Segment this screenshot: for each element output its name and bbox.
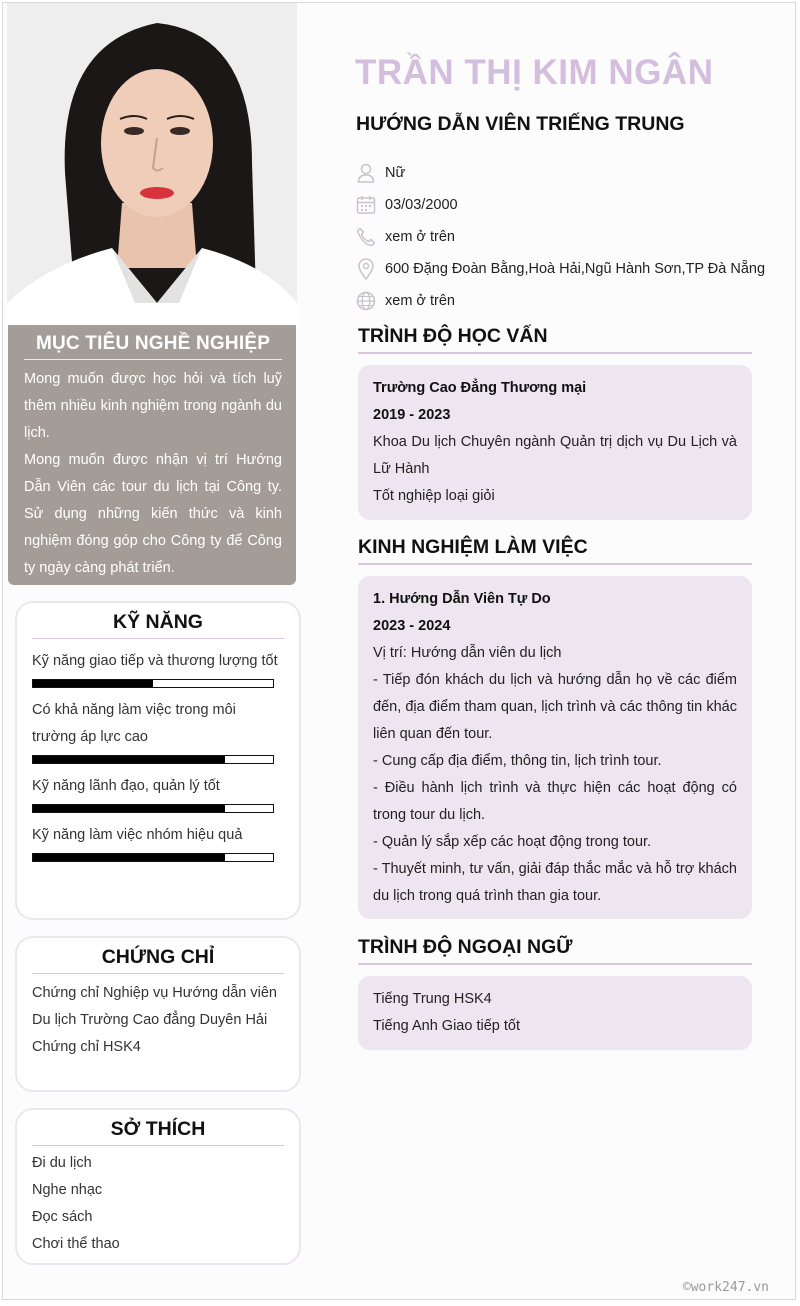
skill-name: Có khả năng làm việc trong môi trường áp lực cao — [32, 702, 236, 745]
birthdate-value: 03/03/2000 — [385, 197, 458, 213]
skill-level-bar — [32, 853, 274, 862]
skill-name: Kỹ năng lãnh đạo, quản lý tốt — [32, 778, 220, 794]
skill-level-bar — [32, 804, 274, 813]
hobby-item: Nghe nhạc — [32, 1182, 103, 1198]
education-line: Tốt nghiệp loại giỏi — [373, 488, 495, 504]
watermark: ©work247.vn — [682, 1280, 769, 1295]
skill-level-fill — [33, 805, 225, 812]
certificates-card — [15, 936, 301, 1092]
job-title: HƯỚNG DẪN VIÊN TRIẾNG TRUNG — [356, 113, 685, 135]
skills-title: KỸ NĂNG — [32, 611, 284, 639]
skill-level-bar — [32, 679, 274, 688]
certificate-line: Chứng chỉ Nghiệp vụ Hướng dẫn viên — [32, 985, 277, 1001]
skill-item — [32, 773, 284, 813]
career-objective-panel — [8, 325, 296, 585]
contact-gender — [355, 157, 765, 189]
skill-level-fill — [33, 854, 225, 861]
globe-icon — [355, 290, 377, 312]
experience-title: KINH NGHIỆM LÀM VIỆC — [358, 536, 752, 565]
hobby-item: Đi du lịch — [32, 1155, 92, 1171]
location-pin-icon — [355, 258, 377, 280]
objective-title: MỤC TIÊU NGHỀ NGHIỆP — [24, 333, 282, 360]
contact-info — [355, 157, 765, 317]
hobby-item: Đọc sách — [32, 1209, 93, 1225]
experience-line: - Cung cấp địa điểm, thông tin, lịch trình tour. — [373, 753, 662, 769]
address-value: 600 Đặng Đoàn Bằng,Hoà Hải,Ngũ Hành Sơn,TP Đà Nẵng — [385, 261, 766, 277]
education-line: Khoa Du lịch Chuyên ngành Quản trị dịch vụ Du Lịch và Lữ Hành — [373, 434, 737, 477]
education-title: TRÌNH ĐỘ HỌC VẤN — [358, 325, 752, 354]
skill-level-fill — [33, 756, 225, 763]
objective-paragraph: Mong muốn được nhận vị trí Hướng Dẫn Viên các tour du lịch tại Công ty. Sử dụng những kiến thức và kinh nghiệm đóng góp cho Công ty để Công ty ngày càng phát triển. — [24, 452, 282, 576]
skill-level-fill — [33, 680, 153, 687]
languages-title: TRÌNH ĐỘ NGOẠI NGỮ — [358, 936, 752, 965]
skill-level-bar — [32, 755, 274, 764]
contact-phone — [355, 221, 765, 253]
language-line: Tiếng Trung HSK4 — [373, 991, 492, 1007]
education-box — [358, 365, 752, 520]
certificate-line: Chứng chỉ HSK4 — [32, 1039, 141, 1055]
languages-box — [358, 976, 752, 1050]
contact-address — [355, 253, 765, 285]
objective-paragraph: Mong muốn được học hỏi và tích luỹ thêm nhiều kinh nghiệm trong ngành du lịch. — [24, 371, 282, 441]
candidate-name: TRẦN THỊ KIM NGÂN — [355, 53, 714, 92]
cv-page — [2, 2, 796, 1300]
skill-name: Kỹ năng làm việc nhóm hiệu quả — [32, 827, 243, 843]
education-period: 2019 - 2023 — [373, 407, 451, 423]
hobbies-card — [15, 1108, 301, 1265]
certificates-title: CHỨNG CHỈ — [32, 946, 284, 974]
school-name: Trường Cao Đẳng Thương mại — [373, 380, 587, 396]
skill-item — [32, 648, 284, 688]
person-icon — [355, 162, 377, 184]
experience-line: - Tiếp đón khách du lịch và hướng dẫn họ về các điểm đến, địa điểm tham quan, lịch trình và các thông tin khác liên quan đến tour. — [373, 672, 737, 742]
skills-card — [15, 601, 301, 920]
contact-birthdate — [355, 189, 765, 221]
experience-line: - Điều hành lịch trình và thực hiện các hoạt động có trong tour du lịch. — [373, 780, 737, 823]
experience-role: 1. Hướng Dẫn Viên Tự Do — [373, 591, 551, 607]
certificate-line: Du lịch Trường Cao đẳng Duyên Hải — [32, 1012, 268, 1028]
skill-item — [32, 822, 284, 862]
experience-line: - Thuyết minh, tư vấn, giải đáp thắc mắc và hỗ trợ khách du lịch trong quá trình than gia tour. — [373, 861, 737, 904]
skill-name: Kỹ năng giao tiếp và thương lượng tốt — [32, 653, 278, 669]
website-value: xem ở trên — [385, 293, 455, 309]
calendar-icon — [355, 194, 377, 216]
profile-photo — [7, 3, 297, 325]
experience-box — [358, 576, 752, 919]
skill-item — [32, 697, 284, 764]
hobbies-title: SỞ THÍCH — [32, 1118, 284, 1146]
language-line: Tiếng Anh Giao tiếp tốt — [373, 1018, 520, 1034]
hobby-item: Chơi thể thao — [32, 1236, 120, 1252]
phone-value: xem ở trên — [385, 229, 455, 245]
experience-line: Vị trí: Hướng dẫn viên du lịch — [373, 645, 562, 661]
gender-value: Nữ — [385, 165, 406, 181]
phone-icon — [355, 226, 377, 248]
experience-period: 2023 - 2024 — [373, 618, 451, 634]
contact-website — [355, 285, 765, 317]
experience-line: - Quản lý sắp xếp các hoạt động trong tour. — [373, 834, 652, 850]
